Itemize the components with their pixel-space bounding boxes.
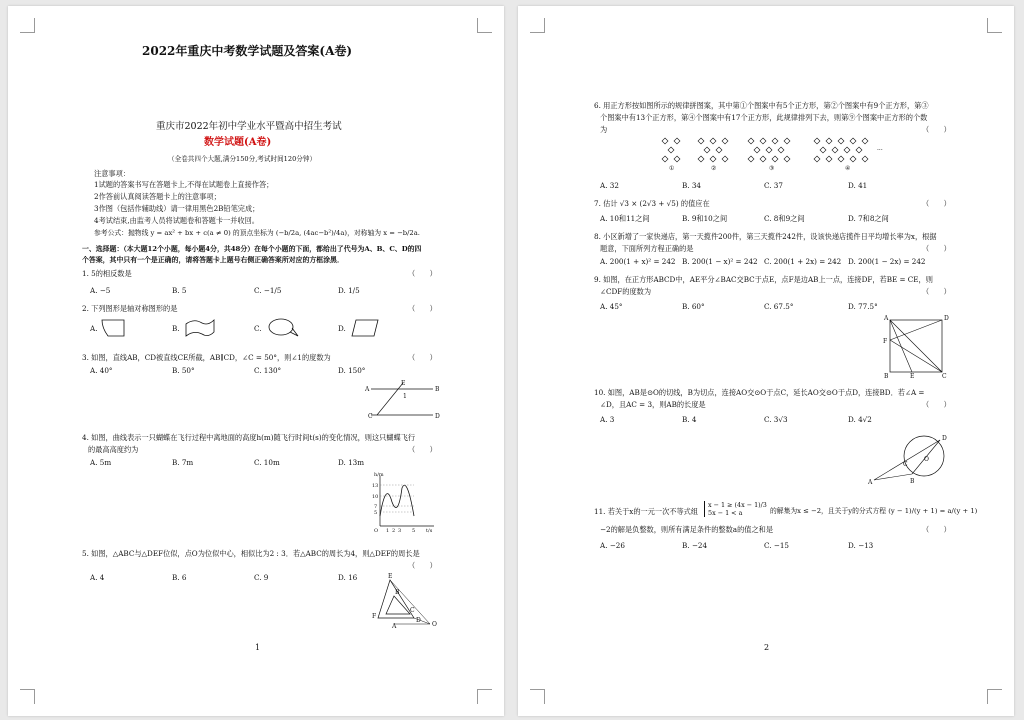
- section-heading: 个答案，其中只有一个是正确的，请将答题卡上题号右侧正确答案所对应的方框涂黑．: [82, 256, 344, 264]
- question-10-stem: 10. 如图，AB是⊙O的切线，B为切点，连接AO交⊙O于点C，延长AO交⊙O于点D，连接BD．若∠A =: [594, 388, 925, 397]
- label-a: A: [365, 386, 370, 393]
- label-c: C: [903, 461, 908, 468]
- tick-label: 3: [398, 528, 402, 534]
- label-c: C: [942, 373, 947, 380]
- question-6-stem: 为: [600, 125, 608, 134]
- page-number: 1: [255, 643, 261, 652]
- pattern-square: [662, 156, 668, 162]
- tick-label: 7: [374, 504, 378, 510]
- pattern-square: [778, 147, 784, 153]
- option-a: A. 200(1 + x)² = 242: [600, 257, 676, 266]
- option-c: C. 8和9之间: [764, 214, 805, 223]
- pattern-square: [826, 156, 832, 162]
- pattern-square: [754, 147, 760, 153]
- option-a: A. 5m: [90, 458, 112, 467]
- tick-label: 5: [412, 528, 416, 534]
- option-a: A. 45°: [600, 302, 623, 311]
- q6-pattern-figure: [653, 137, 893, 173]
- tick-label: 10: [372, 494, 379, 500]
- crop-mark: [20, 18, 35, 33]
- option-b: B. 7m: [172, 458, 194, 467]
- pattern-square: [722, 156, 728, 162]
- crop-mark: [530, 689, 545, 704]
- answer-paren: （ ）: [922, 525, 951, 534]
- option-c: C. 37: [764, 181, 783, 190]
- tick-label: 13: [372, 483, 379, 489]
- option-a: A. 40°: [90, 366, 113, 375]
- exam-subtitle: 数学试题(A卷): [204, 137, 272, 148]
- answer-paren: （ ）: [408, 304, 437, 313]
- pattern-square: [748, 156, 754, 162]
- option-c: C. 9: [254, 573, 269, 582]
- question-7-stem: 7. 估计 √3 × (2√3 + √5) 的值应在: [594, 199, 710, 208]
- pattern-square: [850, 138, 856, 144]
- label-f: F: [372, 613, 377, 620]
- label-o: O: [432, 621, 437, 628]
- option-d: D. 4√2: [848, 415, 872, 424]
- option-d: D. 77.5°: [848, 302, 878, 311]
- option-d: D. −13: [848, 541, 874, 550]
- pattern-square: [748, 138, 754, 144]
- label-c: C: [368, 413, 373, 420]
- q5-figure: [370, 572, 438, 628]
- option-b: B. 9和10之间: [682, 214, 728, 223]
- note-item: 3作图（包括作辅助线）请一律用黑色2B铅笔完成；: [94, 204, 260, 213]
- question-11-stem: 的解集为x ≤ −2，且关于y的分式方程 (y − 1)/(y + 1) = a/(y + 1): [770, 507, 978, 515]
- label-d: D: [416, 617, 421, 624]
- label-e: E: [910, 373, 915, 380]
- question-10-stem: ∠D，且AC = 3，则AB的长度是: [600, 400, 706, 409]
- page-number: 2: [764, 643, 770, 652]
- pattern-square: [784, 138, 790, 144]
- pattern-square: [820, 147, 826, 153]
- option-b: B. 6: [172, 573, 187, 582]
- pattern-square: [772, 156, 778, 162]
- pattern-label: ④: [845, 165, 851, 172]
- answer-paren: （ ）: [922, 244, 951, 253]
- label-1: 1: [403, 393, 407, 400]
- option-b: B. −24: [682, 541, 708, 550]
- option-d: D. 150°: [338, 366, 366, 375]
- question-8-stem: 8. 小区新增了一家快递店，第一天揽件200件，第三天揽件242件，设该快递店揽件日平均增长率为x，根据: [594, 232, 937, 241]
- label-a: A: [868, 479, 873, 486]
- pattern-ellipsis: ···: [877, 147, 883, 154]
- pattern-square: [832, 147, 838, 153]
- pattern-label: ③: [769, 165, 775, 172]
- label-a: A: [884, 315, 889, 322]
- question-1-stem: 1. 5的相反数是: [82, 269, 132, 278]
- question-11-stem: 11. 若关于x的一元一次不等式组: [594, 507, 699, 516]
- option-a: A. 10和11之间: [600, 214, 650, 223]
- axis-label-t: t/s: [426, 528, 433, 534]
- origin-label: O: [374, 528, 379, 534]
- option-c: C.: [254, 324, 262, 333]
- question-9-stem: 9. 如图，在正方形ABCD中，AE平分∠BAC交BC于点E，点F是边AB上一点，连接DF，若BE = CE，则: [594, 275, 933, 284]
- pattern-square: [698, 138, 704, 144]
- option-c: C. 3√3: [764, 415, 788, 424]
- document-page-1: [8, 6, 504, 716]
- option-c: C. −1/5: [254, 286, 282, 295]
- pattern-square: [856, 147, 862, 153]
- shape-a-figure: [100, 316, 130, 338]
- label-b: B: [435, 386, 440, 393]
- pattern-square: [698, 156, 704, 162]
- question-6-stem: 6. 用正方形按如图所示的规律拼图案，其中第①个图案中有5个正方形，第②个图案中有9个正方形，第③: [594, 101, 929, 110]
- option-b: B. 200(1 − x)² = 242: [682, 257, 758, 266]
- option-a: A. 4: [90, 573, 105, 582]
- notes-header: 注意事项：: [94, 169, 130, 178]
- document-title: 2022年重庆中考数学试题及答案(A卷): [142, 44, 353, 58]
- answer-paren: （ ）: [922, 199, 951, 208]
- pattern-square: [862, 156, 868, 162]
- pattern-square: [760, 138, 766, 144]
- pattern-square: [674, 138, 680, 144]
- question-11-stem: −2的解是负整数，则所有满足条件的整数a的值之和是: [600, 525, 774, 534]
- exam-title: 重庆市2022年初中学业水平暨高中招生考试: [156, 121, 342, 132]
- answer-paren: （ ）: [922, 125, 951, 134]
- shape-b-figure: [184, 316, 218, 338]
- pattern-square: [668, 147, 674, 153]
- label-e: E: [401, 380, 406, 387]
- document-page-2: [518, 6, 1014, 716]
- label-e: E: [388, 573, 393, 580]
- option-d: D. 13m: [338, 458, 365, 467]
- reference-formula: 参考公式：抛物线 y = ax² + bx + c(a ≠ 0) 的顶点坐标为 (−b/2a, (4ac−b²)/4a)，对称轴为 x = −b/2a.: [94, 229, 420, 237]
- axis-label-h: h/m: [374, 472, 384, 478]
- pattern-square: [814, 138, 820, 144]
- answer-paren: （ ）: [408, 561, 437, 570]
- tick-label: 1: [386, 528, 390, 534]
- option-d: D. 7和8之间: [848, 214, 889, 223]
- option-d: D.: [338, 324, 346, 333]
- pattern-square: [784, 156, 790, 162]
- section-heading: 一、选择题：（本大题12个小题，每小题4分，共48分）在每个小题的下面，都给出了代号为A、B、C、D的四: [82, 245, 422, 253]
- answer-paren: （ ）: [408, 445, 437, 454]
- pattern-square: [760, 156, 766, 162]
- option-c: C. 67.5°: [764, 302, 794, 311]
- label-o: O: [924, 456, 929, 463]
- question-8-stem: 题意，下面所列方程正确的是: [600, 244, 694, 253]
- answer-paren: （ ）: [408, 269, 437, 278]
- pattern-square: [716, 147, 722, 153]
- label-d: D: [944, 315, 949, 322]
- label-b: B: [910, 478, 915, 485]
- pattern-square: [826, 138, 832, 144]
- pattern-square: [772, 138, 778, 144]
- option-c: C. 10m: [254, 458, 280, 467]
- pattern-square: [662, 138, 668, 144]
- q4-figure: [370, 472, 442, 534]
- pattern-square: [844, 147, 850, 153]
- label-b: B: [884, 373, 889, 380]
- crop-mark: [20, 689, 35, 704]
- shape-c-figure: [266, 316, 300, 338]
- option-b: B. 34: [682, 181, 701, 190]
- option-b: B. 60°: [682, 302, 705, 311]
- label-f: F: [883, 338, 888, 345]
- shape-d-figure: [350, 316, 380, 338]
- note-item: 4考试结束,由监考人员将试题卷和答题卡一并收回。: [94, 216, 259, 225]
- pattern-square: [814, 156, 820, 162]
- option-b: B.: [172, 324, 180, 333]
- question-6-stem: 个图案中有13个正方形，第④个图案中有17个正方形，此规律排列下去，则第⑨个图案中正方形的个数: [600, 113, 928, 122]
- option-c: C. 130°: [254, 366, 282, 375]
- crop-mark: [987, 18, 1002, 33]
- crop-mark: [530, 18, 545, 33]
- question-4-stem: 的最高高度约为: [88, 445, 139, 454]
- label-b: B: [395, 589, 400, 596]
- option-a: A.: [90, 324, 98, 333]
- tick-label: 2: [392, 528, 396, 534]
- pattern-square: [704, 147, 710, 153]
- option-a: A. −5: [90, 286, 111, 295]
- question-3-stem: 3. 如图，直线AB，CD被直线CE所截，AB∥CD，∠C = 50°，则∠1的度数为: [82, 353, 331, 362]
- question-2-stem: 2. 下列图形是轴对称图形的是: [82, 304, 178, 313]
- note-item: 2作答前认真阅读答题卡上的注意事项；: [94, 192, 221, 201]
- option-b: B. 5: [172, 286, 187, 295]
- exam-meta: （全卷共四个大题,满分150分,考试时间120分钟）: [168, 155, 317, 163]
- crop-mark: [987, 689, 1002, 704]
- inequality-system: [704, 501, 767, 517]
- option-a: A. −26: [600, 541, 625, 550]
- inequality-2: 5x − 1 < a: [708, 509, 743, 517]
- q3-figure: [363, 381, 443, 423]
- label-d: D: [942, 435, 947, 442]
- crop-mark: [477, 18, 492, 33]
- crop-mark: [477, 689, 492, 704]
- note-item: 1试题的答案书写在答题卡上,不得在试题卷上直接作答；: [94, 180, 274, 189]
- pattern-square: [674, 156, 680, 162]
- pattern-label: ②: [711, 165, 717, 172]
- label-a: A: [392, 623, 397, 630]
- pattern-label: ①: [669, 165, 675, 172]
- option-d: D. 41: [848, 181, 868, 190]
- q9-figure: [880, 314, 950, 378]
- option-a: A. 3: [600, 415, 615, 424]
- option-a: A. 32: [600, 181, 619, 190]
- tick-label: 5: [374, 510, 378, 516]
- question-9-stem: ∠CDF的度数为: [600, 287, 652, 296]
- option-b: B. 4: [682, 415, 697, 424]
- pattern-square: [710, 138, 716, 144]
- pattern-square: [722, 138, 728, 144]
- question-4-stem: 4. 如图，曲线表示一只蝴蝶在飞行过程中离地面的高度h(m)随飞行时间t(s)的变化情况，则这只蝴蝶飞行: [82, 433, 416, 442]
- q10-figure: [868, 430, 952, 486]
- answer-paren: （ ）: [922, 400, 951, 409]
- answer-paren: （ ）: [408, 353, 437, 362]
- label-d: D: [435, 413, 440, 420]
- pattern-square: [862, 138, 868, 144]
- pattern-square: [766, 147, 772, 153]
- pattern-square: [710, 156, 716, 162]
- pattern-square: [838, 156, 844, 162]
- option-c: C. 200(1 + 2x) = 242: [764, 257, 842, 266]
- label-c: C: [410, 607, 415, 614]
- inequality-1: x − 1 ≥ (4x − 1)/3: [708, 501, 767, 509]
- option-d: D. 1/5: [338, 286, 360, 295]
- option-b: B. 50°: [172, 366, 195, 375]
- answer-paren: （ ）: [922, 287, 951, 296]
- pattern-square: [838, 138, 844, 144]
- option-d: D. 200(1 − 2x) = 242: [848, 257, 926, 266]
- question-5-stem: 5. 如图，△ABC与△DEF位似，点O为位似中心，相似比为2 : 3．若△ABC的周长为4，则△DEF的周长是: [82, 549, 420, 558]
- pattern-square: [850, 156, 856, 162]
- option-d: D. 16: [338, 573, 358, 582]
- option-c: C. −15: [764, 541, 789, 550]
